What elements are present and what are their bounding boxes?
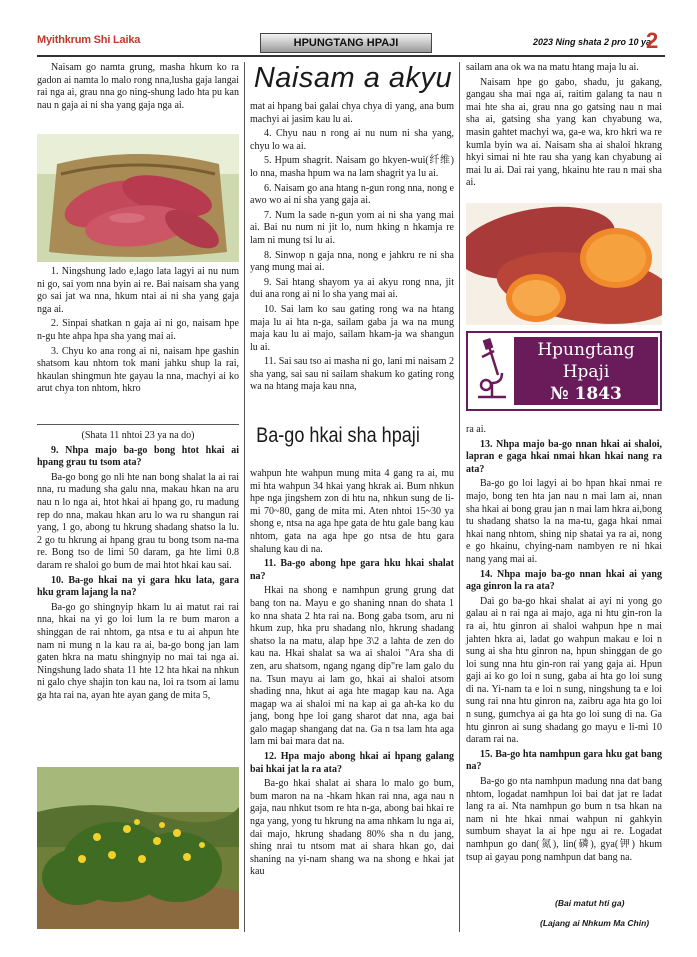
series-logo <box>466 331 662 411</box>
paragraph: 9. Sai htang shayom ya ai akyu rong nna, jit dui ana rong ai ni lo sha yang mai ai. <box>250 276 454 301</box>
question-heading: 15. Ba-go hta namhpun gara hku gat bang na? <box>466 748 662 773</box>
page-number: 2 <box>646 28 659 53</box>
microscope-icon <box>472 337 512 405</box>
question-heading: 14. Nhpa majo ba-go nnan hkai ai yang aga ginron la ra ata? <box>466 568 662 593</box>
paragraph: 7. Num la sade n-gun yom ai ni sha yang mai ai. Bai nu num ni jit lo, num hking n hkamja re lam ni mung tsi lu ai. <box>250 209 454 246</box>
col1-benefits <box>37 266 239 398</box>
sweet-potato-photo <box>37 134 239 262</box>
col3-naisam <box>466 62 662 192</box>
col2-naisam <box>250 101 454 396</box>
publication-title: Myithkrum Shi Laika <box>37 34 141 46</box>
paragraph: 4. Chyu nau n rong ai nu num ni sha yang, chyu lo wa ai. <box>250 128 454 152</box>
col2-bago <box>250 468 454 881</box>
logo-issue-number: № 1843 <box>550 384 622 404</box>
paragraph: ra ai. <box>466 424 486 435</box>
logo-line-1: Hpungtang <box>537 340 635 360</box>
col3-bago <box>466 424 662 866</box>
paragraph: Dai go ba-go hkai shalat ai ayi ni yong go galau ai n rai nga ai majo, aga ni htu gin-ron la ra ai, htu ginron ai shaloi wahpun hpe n mai jahten hkra ai, ladat go wahpun makau e loi n sung ai sha htu ginron na, hpun shinggan de go loi sung nna htu gin-ron rai yang gaja ai. Hpun gaji ai ko go loi n sung, gaba ai hta go loi sung di na. Yi-nam ta e loi n sung, ningshung ta e loi sung rai nna htu ginron na, zaibru aga hta go loi n sung, gumchya ai ga hta go loi sung di na. Ga htu ginron ai sung shadang go mayu e li-mi 10 daram rai na. <box>466 595 662 746</box>
col1-bago <box>37 430 239 704</box>
paragraph: 11. Sai sau tso ai masha ni go, lani mi naisam 2 sha yang, sai sau ni sailam shakum ko gating rong wa na htang maja kau nna, <box>250 356 454 393</box>
paragraph: Ba-go go nta namhpun madung nna dat bang nhtom, logadat namhpun loi bai dat jat re ladat lang ra ai. Nta namhpun go bum n tsa hkan na nam ni hte hkai nmai wahpun ni gahkyin sumbum shayat la ai hpe ngu ai re. Logadat namhpun go dan(氮), lin(磷), gya(钾) hkum tsup ai gayau pong namhpun dat bang na. <box>466 776 662 863</box>
paragraph: Hkai na shong e namhpun grung grung dat bang ton na. Mayu e go shaning nnan do shata 1 ko nna shata 2 hta rai na. Bong gaba tsom, aru ni hkum zup, hka pru shadang nlo, hkrung shadang shatso la na matu, alap hpe 3\2 a lahta de zen do kau na. Hkai shalat sa wa ai shaloi "Ara sha di zen, aru shatsom, ngang ngang dip"re lam galo du na. Tsun mayu ai lam go, hkai ai shaloi atsom shading nna, hkut ai aga hte magap kau na. Aga magap wa ai shaloi mi na kap ai ga ah-ka ko du jang, bong hpe loi gang sharot dat nna, aga bai galo magap shangang dat na. Ga n tsa lam hta aga lam mi bai mara dat na. <box>250 585 454 748</box>
logo-text-block <box>514 337 658 405</box>
section-divider <box>37 424 239 425</box>
question-heading: 11. Ba-go abong hpe gara hku hkai shalat na? <box>250 558 454 582</box>
continued-credit: (Bai matut hti ga) <box>555 898 625 908</box>
paragraph: 8. Sinwop n gaja nna, nong e jahkru re ni sha yang mung mai ai. <box>250 249 454 274</box>
paragraph: Naisam go namta grung, masha hkum ko ra gadon ai namta lo malo rong nna,lusha gaja langai rai nga ai, grau nna go ning-shung lado hta pu kan nau n gaja ai ni sha yang gaja nga ai. <box>37 62 239 111</box>
article-title-bago: Ba-go hkai sha hpaji <box>256 424 420 447</box>
yam-plant-photo <box>37 767 239 929</box>
col1-intro <box>37 62 239 114</box>
paragraph: wahpun hte wahpun mung mita 4 gang ra ai, mu mi hta wahpun 34 hkai yang hkrak ai. Bum nhkun hpe nga jingshem zon di htu na, nhkun sung de li-mi 70~80, gang de mita mi. Aten nhtoi 15~30 ya shong e, ntsa na aga hpe gata de htu gale bang kau nhtom, gata na aga hpe go ntsa de htu gara shalung kau di na. <box>250 468 454 555</box>
paragraph: 2. Sinpai shatkan n gaja ai ni go, naisam hpe n-gu hte ahpa hpa sha yang mai ai. <box>37 318 239 342</box>
question-heading: 13. Nhpa majo ba-go nnan hkai ai shaloi, lapran e gaga hkai nmai hkan hkai nang ra ata? <box>466 438 662 475</box>
paragraph: Ba-go go shingnyip hkam lu ai matut rai rai nna, hkai na yi go loi lum la re bum maron a shinggan de rai nhtom, ga ntsa e tu ai ahpun hte nam ni mung n la kau ra ai, ba-go bong jan lam gaten hkra na matu shingnyip no mai tai nga ai. Ningshung lado shata 11 hte 12 hta hkai na nhkun ni galo chye shajin ton kau na, loi ra tsom ai lamu ga hta rai na, ayan hte ayan gang de mita 5, <box>37 601 239 701</box>
cut-sweet-potato-photo <box>466 203 662 325</box>
section-banner: HPUNGTANG HPAJI <box>260 33 432 53</box>
paragraph: Naisam hpe go gabo, shadu, ju gakang, gangau sha mai nga ai, raitim galang ta nau n mai hte sha ai, grau nna go gatsing nau n mai sha ai, gatsing sha yang kan chyabung wa, masin gahtet machyi wa, ga-e wa, kro hkri wa re kumla byin wa ai. Naisam sha ai shaloi hkrang hkyi simai ni hte rau sha yang kan chyabung ai mai lu ai. Dai rai yang, hkainu hte rau n mai sha ai. <box>466 76 662 189</box>
logo-line-2: Hpaji <box>562 362 610 382</box>
column-rule <box>459 62 460 932</box>
paragraph: Ba-go bong go nli hte nan bong shalat la ai rai nna, ru madung sha galu nna, makau hkan na aru nau n lo nga ai, htot hkai ai hpang go, ru madung rep do nna, makau hkan aru lo wa ru shangun rai yang, 1 go, abong tu hkrung shadang shatso la lu. 2 go tu hkrung ai hpang grau tu bong tsom na-ma re. Bong tso de limi 50 daram, ga hte limi 0.8 daram re shaloi go bum de mai htot hkai kau sai. <box>37 471 239 571</box>
continued-note: (Shata 11 nhtoi 23 ya na do) <box>81 430 195 441</box>
column-rule <box>244 62 245 932</box>
paragraph: Ba-go hkai shalat ai shara lo malo go bum, bum maron na na -hkam hkan rai nna, aga nau n gaja, nau nhkut tsom re hta n-ga, abong bai hkai re nga yang, yong tu hkrung na ama nhkam lu nga ai, dai majo, hkrung shadang 80% sha n du jang, shing nrai tu ntsom mat ai shara hkan go, dai shaning na yi-nam shang wa na shong e hkai jat kau <box>250 778 454 878</box>
paragraph: 3. Chyu ko ana rong ai ni, naisam hpe gashin shatsom kau nhtom tok mani jahku shup la rai, hkaulan shingmun hte gayau la nna, machyi ai ko arut chya ton nhtom, hkro <box>37 345 239 395</box>
article-title-naisam: Naisam a akyu <box>253 62 453 94</box>
question-heading: 12. Hpa majo abong hkai ai hpang galang bai hkai jat la ra ata? <box>250 751 454 775</box>
question-heading: 10. Ba-go hkai na yi gara hku lata, gara hku gram lajang la na? <box>37 574 239 599</box>
question-heading: 9. Nhpa majo ba-go bong htot hkai ai hpang grau tu tsom ata? <box>37 444 239 469</box>
paragraph: Ba-go go loi lagyi ai bo hpan hkai nmai re majo, bong ten hta jan nau n mai lam ai, nnan sha hkai ai bong grau jan n mai lam hkra ai,bong tu shadang shatso la na ma-tu, gaga hkai nmai hkai nang nhtom, shing nip shatai ya ra ai, nong e go hkainu, chying-nam nambyen re ni hkai nang yang mai ai. <box>466 478 662 565</box>
paragraph: 1. Ningshung lado e,lago lata lagyi ai nu num ni go, sai yom nna byin ai re. Bai naisam sha yang go sai jat wa nna, hkum ntai ai ni sha yang gaja nga ai. <box>37 266 239 315</box>
paragraph: 5. Hpum shagrit. Naisam go hkyen-wui(纤维) lo nna, masha hpum wa na lam shagrit ya lu ai. <box>250 155 454 179</box>
paragraph: 10. Sai lam ko sau gating rong wa na htang maja lu ai hta n-ga, sailam gaba ja wa na mung maja kau lu ai majo, sailam hkam-ja wa shangun lu ai. <box>250 303 454 353</box>
author-credit: (Lajang ai Nhkum Ma Chin) <box>540 918 650 928</box>
header-rule <box>37 55 665 57</box>
paragraph: 6. Naisam go ana htang n-gun rong nna, nong e awo wo ai ni sha yang gaja ai. <box>250 182 454 207</box>
paragraph: sailam ana ok wa na matu htang maja lu ai. <box>466 62 639 73</box>
paragraph: mat ai hpang bai galai chya chya di yang, ana bum machyi ai jasim kau lu ai. <box>250 101 454 125</box>
issue-date: 2023 Ning shata 2 pro 10 ya <box>533 37 652 47</box>
